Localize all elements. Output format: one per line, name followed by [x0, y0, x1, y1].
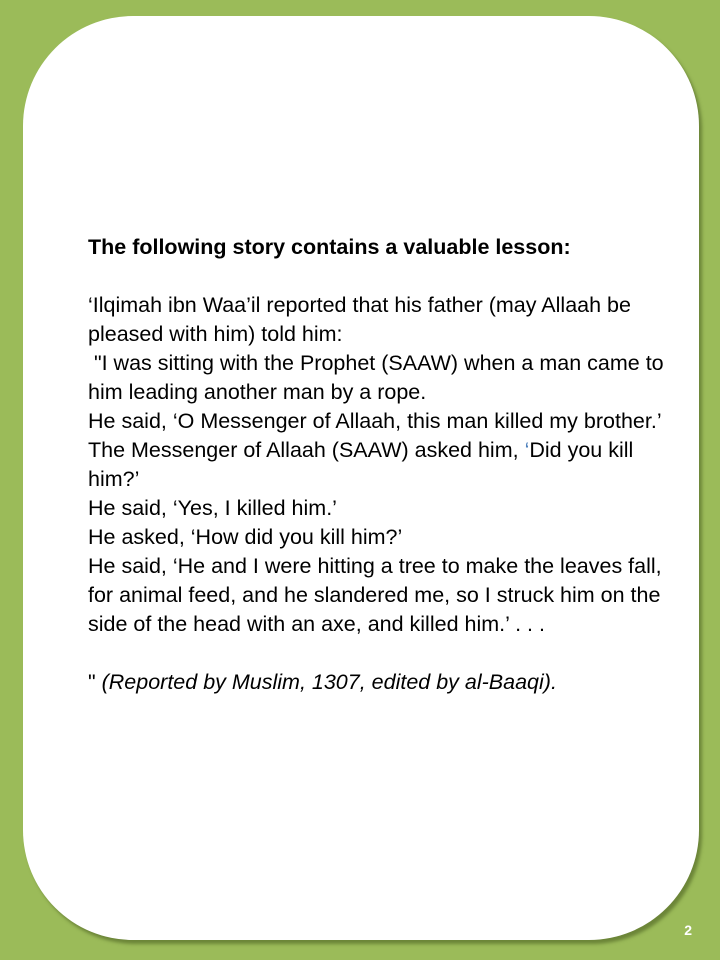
- story-line-5: He said, ‘O Messenger of Allaah, this man killed my brother.’: [88, 409, 662, 433]
- citation-line: [88, 668, 698, 697]
- blank-line: [88, 262, 698, 291]
- slide-card: [23, 16, 699, 940]
- slide-heading: The following story contains a valuable lesson:: [88, 235, 571, 259]
- story-line-11: for animal feed, and he slandered me, so I struck him on the: [88, 583, 661, 607]
- story-line-10: He said, ‘He and I were hitting a tree to make the leaves fall,: [88, 554, 662, 578]
- story-line-8: He said, ‘Yes, I killed him.’: [88, 496, 337, 520]
- accent-quote-mark: ‘: [524, 438, 530, 462]
- citation-text: (Reported by Muslim, 1307, edited by al-Baaqi).: [101, 670, 557, 694]
- story-line-6-text: The Messenger of Allaah (SAAW) asked him,: [88, 438, 525, 462]
- slide-body: [88, 233, 698, 697]
- citation-open-quote: ": [88, 670, 102, 694]
- story-line-3: "I was sitting with the Prophet (SAAW) when a man came to: [88, 351, 664, 375]
- story-line-2: pleased with him) told him:: [88, 322, 343, 346]
- story-line-6: [88, 436, 698, 465]
- blank-line: [88, 639, 698, 668]
- story-line-4: him leading another man by a rope.: [88, 380, 427, 404]
- story-line-6-end: Did you kill: [529, 438, 634, 462]
- story-line-7: him?’: [88, 467, 140, 491]
- story-line-9: He asked, ‘How did you kill him?’: [88, 525, 403, 549]
- story-line-1: ‘Ilqimah ibn Waa’il reported that his father (may Allaah be: [88, 293, 631, 317]
- page-number: 2: [684, 922, 692, 938]
- story-line-12: side of the head with an axe, and killed him.’ . . .: [88, 612, 545, 636]
